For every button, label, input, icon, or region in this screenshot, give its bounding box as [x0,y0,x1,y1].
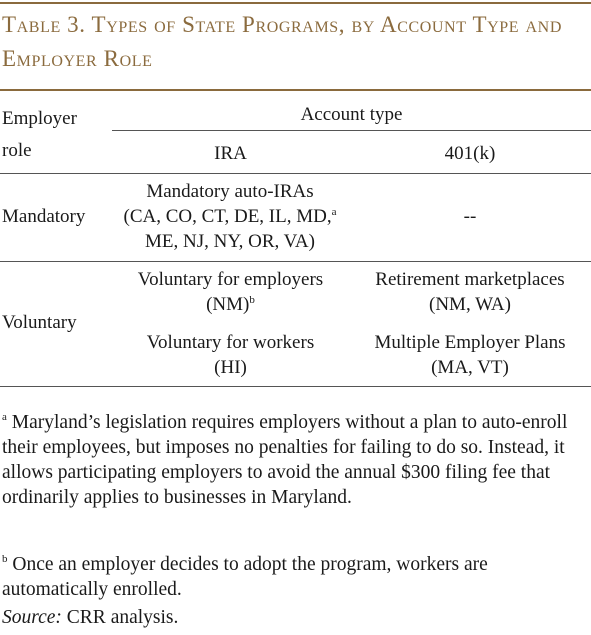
header-employer-role-line1: Employer [2,108,77,129]
multiple-employer-plans-line1: Multiple Employer Plans [374,332,566,353]
mandatory-ira-line1: Mandatory auto-IRAs [146,181,314,202]
footnote-ref-b: b [249,294,255,306]
footnote-b-marker: b [2,553,8,565]
title-top-rule [0,2,591,4]
retirement-marketplaces-line2: (NM, WA) [429,294,511,315]
retirement-marketplaces-line1: Retirement marketplaces [375,269,565,290]
mandatory-ira-line2: (CA, CO, CT, DE, IL, MD,$^a$ [123,206,337,227]
header-account-type: Account type [300,104,403,125]
source-text: CRR analysis. [66,607,179,628]
header-employer-role-line2: role [2,140,32,161]
mandatory-401k: -- [463,206,477,227]
footnote-ref-a: a [331,206,337,218]
source-label: Source: [2,607,62,628]
header-subrule [112,130,591,131]
row-voluntary-label: Voluntary [2,312,77,333]
footnote-b: $^b$ Once an employer decides to adopt the program, workers are automatically enrolled. [2,553,488,600]
voluntary-employers-line2: (NM)$^b$ [206,294,255,315]
header-ira: IRA [214,143,247,164]
source-note [2,605,587,630]
voluntary-employers-line1: Voluntary for employers [137,269,324,290]
footnote-a-marker: a [2,411,7,423]
mandatory-bottom-rule [0,261,591,262]
table-bottom-rule [0,386,591,387]
voluntary-workers-line1: Voluntary for workers [146,332,315,353]
mandatory-ira-line3: ME, NJ, NY, OR, VA) [145,231,315,252]
header-401k: 401(k) [444,143,496,164]
multiple-employer-plans-line2: (MA, VT) [431,357,509,378]
header-bottom-rule [0,173,591,174]
voluntary-workers-line2: (HI) [214,357,247,378]
footnote-a: $^a$ Maryland’s legislation requires employers without a plan to auto-enroll their employees, but imposes no penalties for failing to do so. Instead, it allows participating employers to avoid the annual $300 filing fee that ordinarily applies to businesses in Maryland. [2,411,568,508]
row-mandatory-label: Mandatory [2,206,86,227]
table-title: Table 3. Types of State Programs, by Account Type and Employer Role [2,12,562,71]
title-bottom-rule [0,89,591,91]
